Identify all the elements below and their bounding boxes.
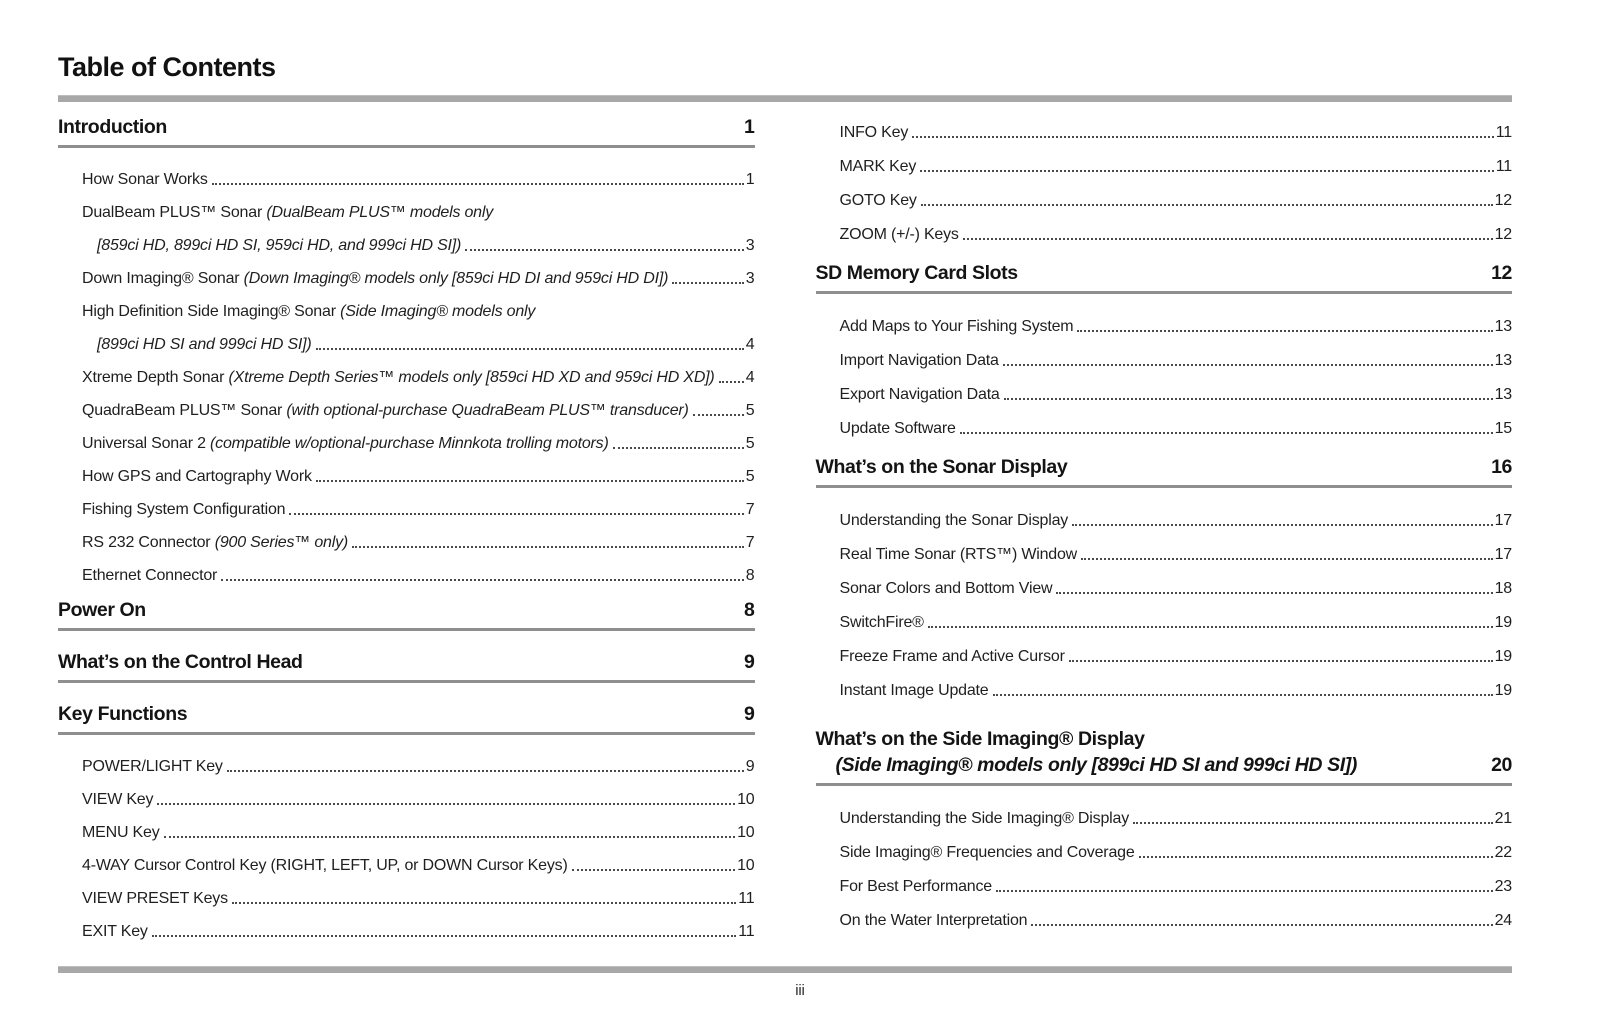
section-page-number: 9 [744,651,755,673]
toc-entry [816,142,1513,176]
entry-label-qualifier: (900 Series™ only) [214,534,349,551]
section-page-number: 20 [1491,754,1512,776]
entry-dot-leader [1004,398,1493,400]
entry-page-number: 12 [1494,192,1512,209]
section-title [58,114,167,140]
entry-page-number: 11 [738,923,755,940]
toc-column-right [816,108,1513,930]
entry-page-number: 7 [745,501,755,518]
entry-label-continuation: [899ci HD SI and 999ci HD SI]) [97,336,312,353]
entry-dot-leader [996,890,1493,892]
toc-entry [816,632,1513,666]
entry-label-text: Freeze Frame and Active Cursor [839,648,1065,665]
entry-label [840,226,959,244]
entry-page-number: 17 [1494,546,1512,563]
toc-entry [816,666,1513,700]
entry-label-qualifier: (Xtreme Depth Series™ models only [859ci HD XD and 959ci HD XD]) [228,369,715,386]
entry-dot-leader [572,869,736,871]
entry-dot-leader [1133,822,1493,824]
entry-page-number: 12 [1494,226,1512,243]
toc-section-header [58,701,755,735]
entry-page-number: 10 [737,857,755,874]
entry-dot-leader [157,803,735,805]
entry-dot-leader [912,136,1494,138]
entry-dot-leader [316,348,744,350]
entry-label [840,844,1135,862]
entry-label-qualifier: (DualBeam PLUS™ models only [266,204,494,221]
entry-page-number: 19 [1494,614,1512,631]
entry-page-number: 4 [745,369,755,386]
entry-label [82,303,535,321]
section-title-text: SD Memory Card Slots [815,262,1018,284]
section-page-number: 1 [744,116,755,138]
entry-label-text: Real Time Sonar (RTS™) Window [839,546,1078,563]
entry-label [82,857,568,875]
entry-dot-leader [1056,592,1492,594]
section-page-number: 16 [1491,456,1512,478]
entry-label-qualifier: (Down Imaging® models only [859ci HD DI and 959ci HD DI]) [243,270,669,287]
toc-entry [58,776,755,809]
entry-dot-leader [1031,924,1492,926]
section-title-text: Power On [58,599,146,621]
entry-label [840,546,1078,564]
section-title-text: Introduction [58,116,167,138]
toc-entry [58,354,755,387]
section-page-number: 8 [744,599,755,621]
entry-page-number: 10 [737,791,755,808]
entry-label [840,580,1053,598]
entry-label-text: SwitchFire® [839,614,924,631]
entry-label-text: 4-WAY Cursor Control Key (RIGHT, LEFT, UP, or DOWN Cursor Keys) [82,857,568,874]
entry-label-text: On the Water Interpretation [839,912,1028,929]
entry-dot-leader [221,579,744,581]
entry-label-text: Ethernet Connector [82,567,218,584]
section-title [58,701,187,727]
entry-dot-leader [289,513,743,515]
toc-entry [816,530,1513,564]
entry-page-number: 5 [745,402,755,419]
entry-dot-leader [1003,364,1493,366]
entry-page-number: 21 [1494,810,1512,827]
entry-dot-leader [232,902,736,904]
toc-entry [816,896,1513,930]
toc-section-header [58,649,755,683]
entry-label-text: INFO Key [839,124,909,141]
entry-page-number: 3 [745,237,755,254]
entry-page-number: 9 [745,758,755,775]
entry-label-text: Understanding the Sonar Display [839,512,1069,529]
footer-divider-bar [58,966,1512,973]
entry-dot-leader [921,204,1493,206]
section-title [58,649,303,675]
entry-label-text: DualBeam PLUS™ Sonar [82,204,267,221]
toc-entry [58,420,755,453]
page-title: Table of Contents [58,52,276,82]
entry-dot-leader [1072,524,1492,526]
entry-label [840,912,1028,930]
entry-dot-leader [960,432,1493,434]
entry-label [840,682,989,700]
entry-dot-leader [152,935,737,937]
entry-page-number: 22 [1494,844,1512,861]
toc-section-header [816,726,1513,786]
entry-label-qualifier: (compatible w/optional-purchase Minnkota trolling motors) [210,435,609,452]
entry-label [82,758,223,776]
toc-entry [58,453,755,486]
entry-label-text: For Best Performance [839,878,993,895]
toc-entry [58,842,755,875]
section-title [816,260,1018,286]
entry-page-number: 13 [1494,352,1512,369]
entry-dot-leader [1139,856,1493,858]
entry-label [840,512,1069,530]
entry-dot-leader [1077,330,1492,332]
toc-section-header [58,597,755,631]
entry-label-text: Add Maps to Your Fishing System [839,318,1074,335]
entry-label-text: POWER/LIGHT Key [82,758,223,775]
section-title [58,597,146,623]
toc-entry [816,598,1513,632]
entry-label-text: MENU Key [82,824,160,841]
toc-entry [816,828,1513,862]
entry-dot-leader [227,770,744,772]
entry-label [82,501,285,519]
entry-dot-leader [719,381,744,383]
toc-entry [58,552,755,585]
toc-entry [58,189,755,255]
entry-page-number: 15 [1494,420,1512,437]
entry-dot-leader [928,626,1493,628]
entry-label [840,124,909,142]
entry-page-number: 11 [738,890,755,907]
toc-entry [58,519,755,552]
entry-label [840,352,999,370]
entry-page-number: 13 [1494,386,1512,403]
entry-dot-leader [963,238,1493,240]
entry-label [840,614,924,632]
entry-label [82,204,493,222]
entry-label-text: QuadraBeam PLUS™ Sonar [82,402,287,419]
entry-label [82,270,668,288]
entry-label-qualifier: (Side Imaging® models only [340,303,536,320]
entry-label-text: Xtreme Depth Sonar [82,369,229,386]
toc-entry [816,564,1513,598]
entry-label [97,237,461,255]
entry-label-continuation: [859ci HD, 899ci HD SI, 959ci HD, and 999ci HD SI]) [97,237,462,254]
toc-column-left [58,108,755,941]
entry-label [840,810,1130,828]
toc-section-header [58,114,755,148]
entry-page-number: 18 [1494,580,1512,597]
entry-label-text: MARK Key [839,158,917,175]
entry-dot-leader [1081,558,1493,560]
toc-entry [58,908,755,941]
entry-label-text: Side Imaging® Frequencies and Coverage [839,844,1135,861]
entry-dot-leader [352,546,744,548]
toc-entry [816,336,1513,370]
toc-section-header [816,454,1513,488]
entry-label [82,369,715,387]
entry-label-text: Fishing System Configuration [82,501,286,518]
toc-entry [816,210,1513,244]
entry-label [82,171,208,189]
section-title [816,454,1068,480]
entry-label [840,878,993,896]
toc-entry [816,794,1513,828]
toc-entry [58,156,755,189]
toc-entry [58,387,755,420]
section-page-number: 12 [1491,262,1512,284]
entry-page-number: 17 [1494,512,1512,529]
entry-label-text: Universal Sonar 2 [82,435,211,452]
entry-label-text: How Sonar Works [82,171,208,188]
entry-dot-leader [212,183,744,185]
entry-label [82,824,160,842]
toc-entry [58,875,755,908]
entry-label-text: Export Navigation Data [839,386,1000,403]
entry-label [840,192,917,210]
entry-label-text: Update Software [839,420,956,437]
entry-page-number: 8 [745,567,755,584]
entry-page-number: 4 [745,336,755,353]
entry-page-number: 24 [1494,912,1512,929]
entry-label-text: Understanding the Side Imaging® Display [839,810,1129,827]
page-number-footer: iii [795,982,805,999]
entry-label-text: High Definition Side Imaging® Sonar [82,303,341,320]
entry-label-text: ZOOM (+/-) Keys [839,226,959,243]
entry-label [82,534,348,552]
section-subtitle-text: (Side Imaging® models only [899ci HD SI and 999ci HD SI]) [835,754,1357,776]
section-title-text: What’s on the Side Imaging® Display [815,728,1145,750]
entry-label-text: VIEW PRESET Keys [82,890,228,907]
entry-page-number: 5 [745,435,755,452]
entry-label [82,435,609,453]
entry-page-number: 13 [1494,318,1512,335]
entry-page-number: 11 [1495,158,1512,175]
entry-label [82,890,228,908]
toc-columns [58,108,1512,941]
entry-page-number: 5 [745,468,755,485]
entry-label [840,318,1074,336]
entry-dot-leader [613,447,744,449]
entry-dot-leader [465,249,744,251]
entry-label-text: VIEW Key [82,791,154,808]
toc-section-header [816,260,1513,294]
entry-page-number: 11 [1495,124,1512,141]
entry-label [82,468,312,486]
entry-dot-leader [1069,660,1493,662]
divider-bar-top [58,95,1512,102]
entry-page-number: 19 [1494,648,1512,665]
entry-page-number: 1 [745,171,755,188]
toc-entry [816,302,1513,336]
entry-label-text: RS 232 Connector [82,534,215,551]
entry-dot-leader [316,480,744,482]
entry-label-text: Sonar Colors and Bottom View [839,580,1053,597]
toc-entry [58,486,755,519]
entry-label [82,791,153,809]
toc-entry [58,743,755,776]
toc-entry [58,809,755,842]
entry-label-text: How GPS and Cartography Work [82,468,312,485]
entry-page-number: 23 [1494,878,1512,895]
toc-entry [816,176,1513,210]
toc-entry [816,404,1513,438]
entry-label [97,336,312,354]
section-title-text: Key Functions [58,703,188,725]
entry-label-text: EXIT Key [82,923,148,940]
entry-label [840,158,917,176]
toc-entry [816,496,1513,530]
entry-page-number: 3 [745,270,755,287]
entry-label [82,567,217,585]
section-title-text: What’s on the Sonar Display [815,456,1068,478]
section-page-number: 9 [744,703,755,725]
toc-entry [58,288,755,354]
entry-label [840,648,1065,666]
entry-dot-leader [993,694,1493,696]
entry-dot-leader [164,836,736,838]
entry-label [82,923,148,941]
entry-page-number: 10 [737,824,755,841]
entry-dot-leader [672,282,744,284]
entry-dot-leader [693,414,744,416]
entry-label-qualifier: (with optional-purchase QuadraBeam PLUS™ transducer) [286,402,689,419]
toc-entry [816,108,1513,142]
entry-dot-leader [920,170,1494,172]
entry-label-text: Instant Image Update [839,682,989,699]
toc-entry [816,862,1513,896]
toc-entry [816,370,1513,404]
toc-entry [58,255,755,288]
entry-label [840,386,1000,404]
entry-label [840,420,956,438]
entry-label [82,402,689,420]
entry-label-text: Down Imaging® Sonar [82,270,244,287]
section-title [816,726,1357,778]
section-title-text: What’s on the Control Head [58,651,303,673]
entry-label-text: Import Navigation Data [839,352,999,369]
entry-label-text: GOTO Key [839,192,917,209]
entry-page-number: 7 [745,534,755,551]
entry-page-number: 19 [1494,682,1512,699]
